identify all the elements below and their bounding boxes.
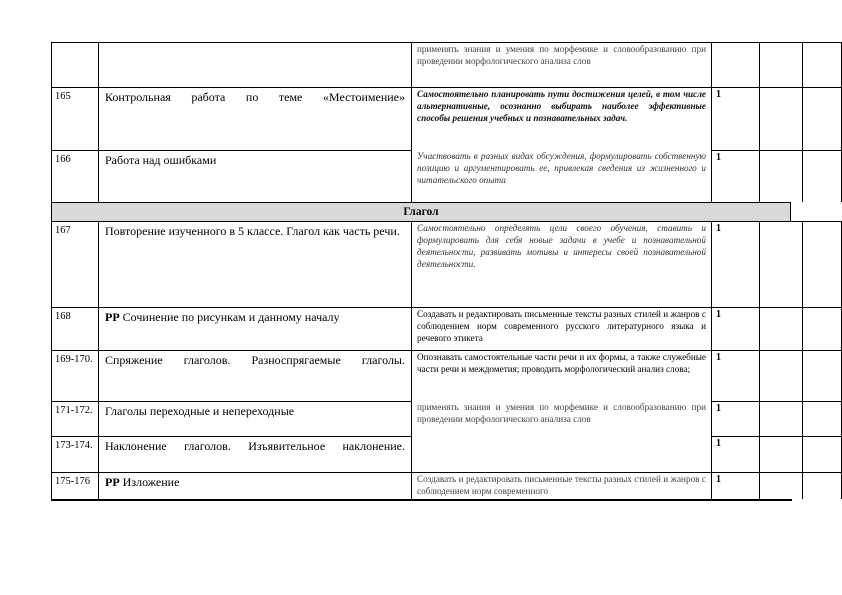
row-date-plan bbox=[759, 221, 802, 307]
row-number: 167 bbox=[51, 221, 98, 307]
row-hours: 1 bbox=[711, 401, 759, 436]
row-hours: 1 bbox=[711, 436, 759, 472]
row-date-plan bbox=[759, 436, 802, 472]
row-hours: 1 bbox=[711, 221, 759, 307]
topic-prefix: РР bbox=[105, 475, 120, 489]
row-date-fact bbox=[802, 401, 842, 436]
table-row bbox=[51, 401, 791, 436]
row-hours: 1 bbox=[711, 307, 759, 350]
table-row bbox=[51, 42, 791, 87]
row-number: 173-174. bbox=[51, 436, 98, 472]
row-date-fact bbox=[802, 150, 842, 202]
row-number bbox=[51, 42, 98, 87]
row-topic: Глаголы переходные и непереходные bbox=[98, 401, 411, 436]
table-row bbox=[51, 350, 791, 401]
row-description: Опознавать самостоятельные части речи и их формы, а также служебные части речи и междометия; проводить морфологический анализ слова; bbox=[411, 350, 711, 401]
row-date-plan bbox=[759, 472, 802, 499]
row-date-plan bbox=[759, 87, 802, 150]
row-hours: 1 bbox=[711, 350, 759, 401]
row-date-plan bbox=[759, 307, 802, 350]
row-topic bbox=[98, 472, 411, 499]
table-row bbox=[51, 307, 791, 350]
row-hours: 1 bbox=[711, 472, 759, 499]
row-date-fact bbox=[802, 472, 842, 499]
row-date-fact bbox=[802, 350, 842, 401]
section-row bbox=[51, 202, 791, 221]
row-topic: Контрольная работа по теме «Местоимение» bbox=[98, 87, 411, 150]
row-date-fact bbox=[802, 307, 842, 350]
row-description: Самостоятельно определять цели своего обучения, ставить и формулировать для себя новые задачи в учебе и познавательной деятельности, развивать мотивы и интересы своей познавательной деятельности. bbox=[411, 221, 711, 307]
table-row bbox=[51, 436, 791, 472]
row-description: Самостоятельно планировать пути достижения целей, в том числе альтернативные, осознанно выбирать наиболее эффективные способы решения учебных и познавательных задач. bbox=[411, 87, 711, 150]
row-number: 168 bbox=[51, 307, 98, 350]
row-number: 166 bbox=[51, 150, 98, 202]
row-topic: Наклонение глаголов. Изъявительное наклонение. bbox=[98, 436, 411, 472]
row-date-plan bbox=[759, 401, 802, 436]
row-number: 165 bbox=[51, 87, 98, 150]
row-topic bbox=[98, 42, 411, 87]
table-row bbox=[51, 221, 791, 307]
row-description: применять знания и умения по морфемике и словообразованию при проведении морфологического анализа слов bbox=[411, 401, 711, 436]
row-topic: Повторение изученного в 5 классе. Глагол как часть речи. bbox=[98, 221, 411, 307]
row-hours: 1 bbox=[711, 87, 759, 150]
row-description: применять знания и умения по морфемике и словообразованию при проведении морфологического анализа слов bbox=[411, 42, 711, 87]
topic-prefix: РР bbox=[105, 310, 120, 324]
row-date-plan bbox=[759, 150, 802, 202]
table-row bbox=[51, 472, 791, 499]
row-date-plan bbox=[759, 42, 802, 87]
section-title: Глагол bbox=[51, 202, 791, 221]
topic-text: Изложение bbox=[122, 475, 180, 489]
row-number: 169-170. bbox=[51, 350, 98, 401]
row-date-plan bbox=[759, 350, 802, 401]
row-description: Создавать и редактировать письменные тексты разных стилей и жанров с соблюдением норм современного русского литературного языка и речевого этикета bbox=[411, 307, 711, 350]
row-description: Участвовать в разных видах обсуждения, формулировать собственную позицию и аргументировать ее, привлекая сведения из жизненного и читательского опыта bbox=[411, 150, 711, 202]
row-hours: 1 bbox=[711, 150, 759, 202]
row-description bbox=[411, 436, 711, 472]
row-date-fact bbox=[802, 436, 842, 472]
row-date-fact bbox=[802, 42, 842, 87]
table-row bbox=[51, 87, 791, 150]
row-hours bbox=[711, 42, 759, 87]
row-description: Создавать и редактировать письменные тексты разных стилей и жанров с соблюдением норм современного bbox=[411, 472, 711, 499]
row-number: 171-172. bbox=[51, 401, 98, 436]
row-date-fact bbox=[802, 221, 842, 307]
table-row bbox=[51, 150, 791, 202]
row-number: 175-176 bbox=[51, 472, 98, 499]
topic-text: Сочинение по рисункам и данному началу bbox=[122, 310, 340, 324]
row-topic: Работа над ошибками bbox=[98, 150, 411, 202]
row-date-fact bbox=[802, 87, 842, 150]
table-bottom-border bbox=[51, 499, 792, 501]
row-topic bbox=[98, 307, 411, 350]
row-topic: Спряжение глаголов. Разноспрягаемые глаголы. bbox=[98, 350, 411, 401]
